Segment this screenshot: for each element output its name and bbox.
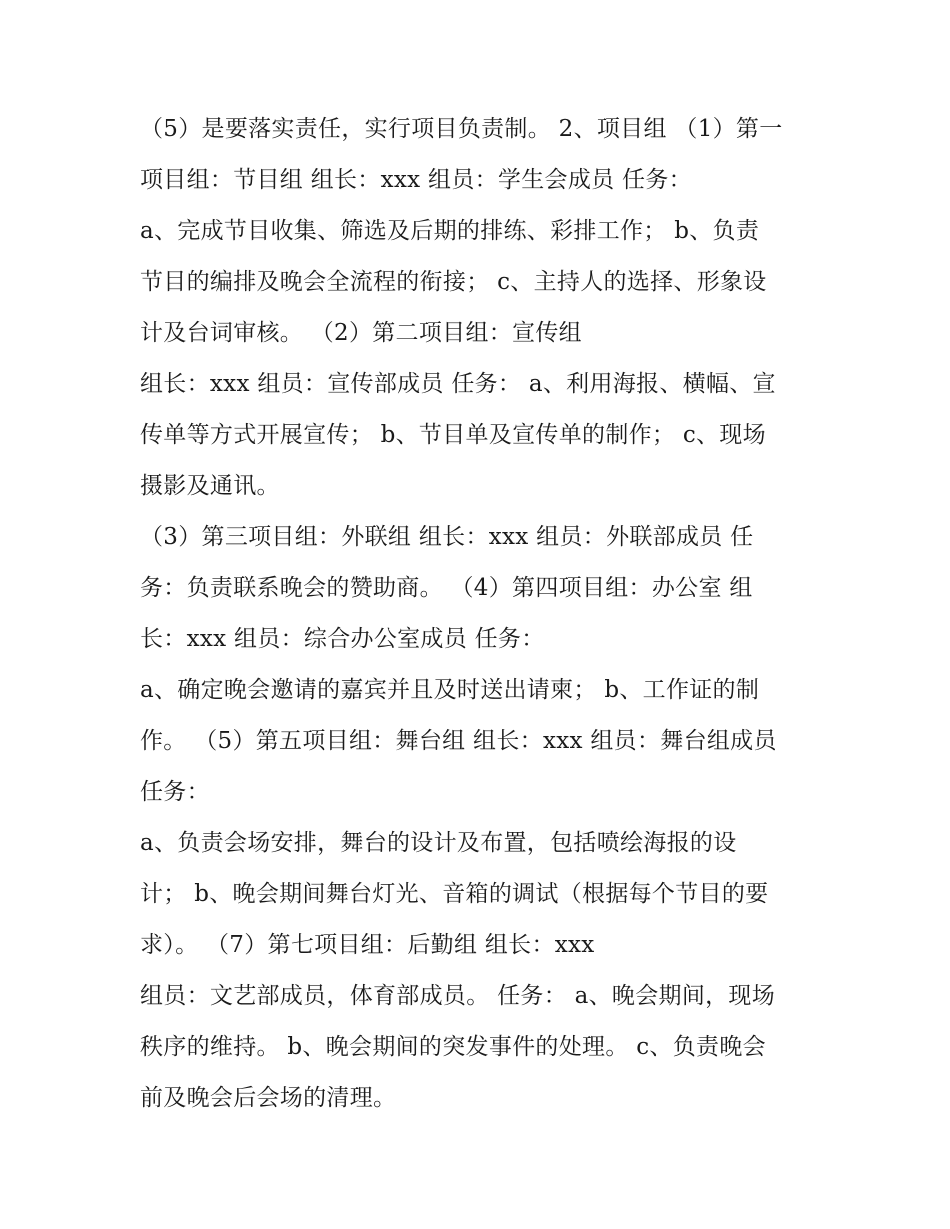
text-line-10: 务：负责联系晚会的赞助商。 （4）第四项目组：办公室 组 [140,575,753,601]
text-line-6: 组长：xxx 组员：宣传部成员 任务： a、利用海报、横幅、宣 [140,371,776,397]
text-line-5: 计及台词审核。 （2）第二项目组：宣传组 [140,320,582,346]
text-line-14: 任务： [140,779,210,805]
text-line-3: a、完成节目收集、筛选及后期的排练、彩排工作； b、负责 [140,218,760,244]
text-line-1: （5）是要落实责任，实行项目负责制。 2、项目组 （1）第一 [140,116,783,142]
text-line-15: a、负责会场安排，舞台的设计及布置，包括喷绘海报的设 [140,830,737,856]
text-line-19: 秩序的维持。 b、晚会期间的突发事件的处理。 c、负责晚会 [140,1034,766,1060]
text-line-11: 长：xxx 组员：综合办公室成员 任务： [140,626,545,652]
text-line-4: 节目的编排及晚会全流程的衔接； c、主持人的选择、形象设 [140,269,767,295]
text-line-7: 传单等方式开展宣传； b、节目单及宣传单的制作； c、现场 [140,422,766,448]
text-line-16: 计； b、晚会期间舞台灯光、音箱的调试（根据每个节目的要 [140,881,769,907]
text-line-8: 摄影及通讯。 [140,473,280,499]
text-line-12: a、确定晚会邀请的嘉宾并且及时送出请柬； b、工作证的制 [140,677,760,703]
text-line-2: 项目组：节目组 组长：xxx 组员：学生会成员 任务： [140,167,692,193]
text-line-20: 前及晚会后会场的清理。 [140,1085,397,1111]
text-line-17: 求）。 （7）第七项目组：后勤组 组长：xxx [140,932,595,958]
text-line-13: 作。 （5）第五项目组：舞台组 组长：xxx 组员：舞台组成员 [140,728,777,754]
text-line-18: 组员：文艺部成员，体育部成员。 任务： a、晚会期间，现场 [140,983,776,1009]
body-text [140,104,820,1124]
text-line-9: （3）第三项目组：外联组 组长：xxx 组员：外联部成员 任 [140,524,754,550]
